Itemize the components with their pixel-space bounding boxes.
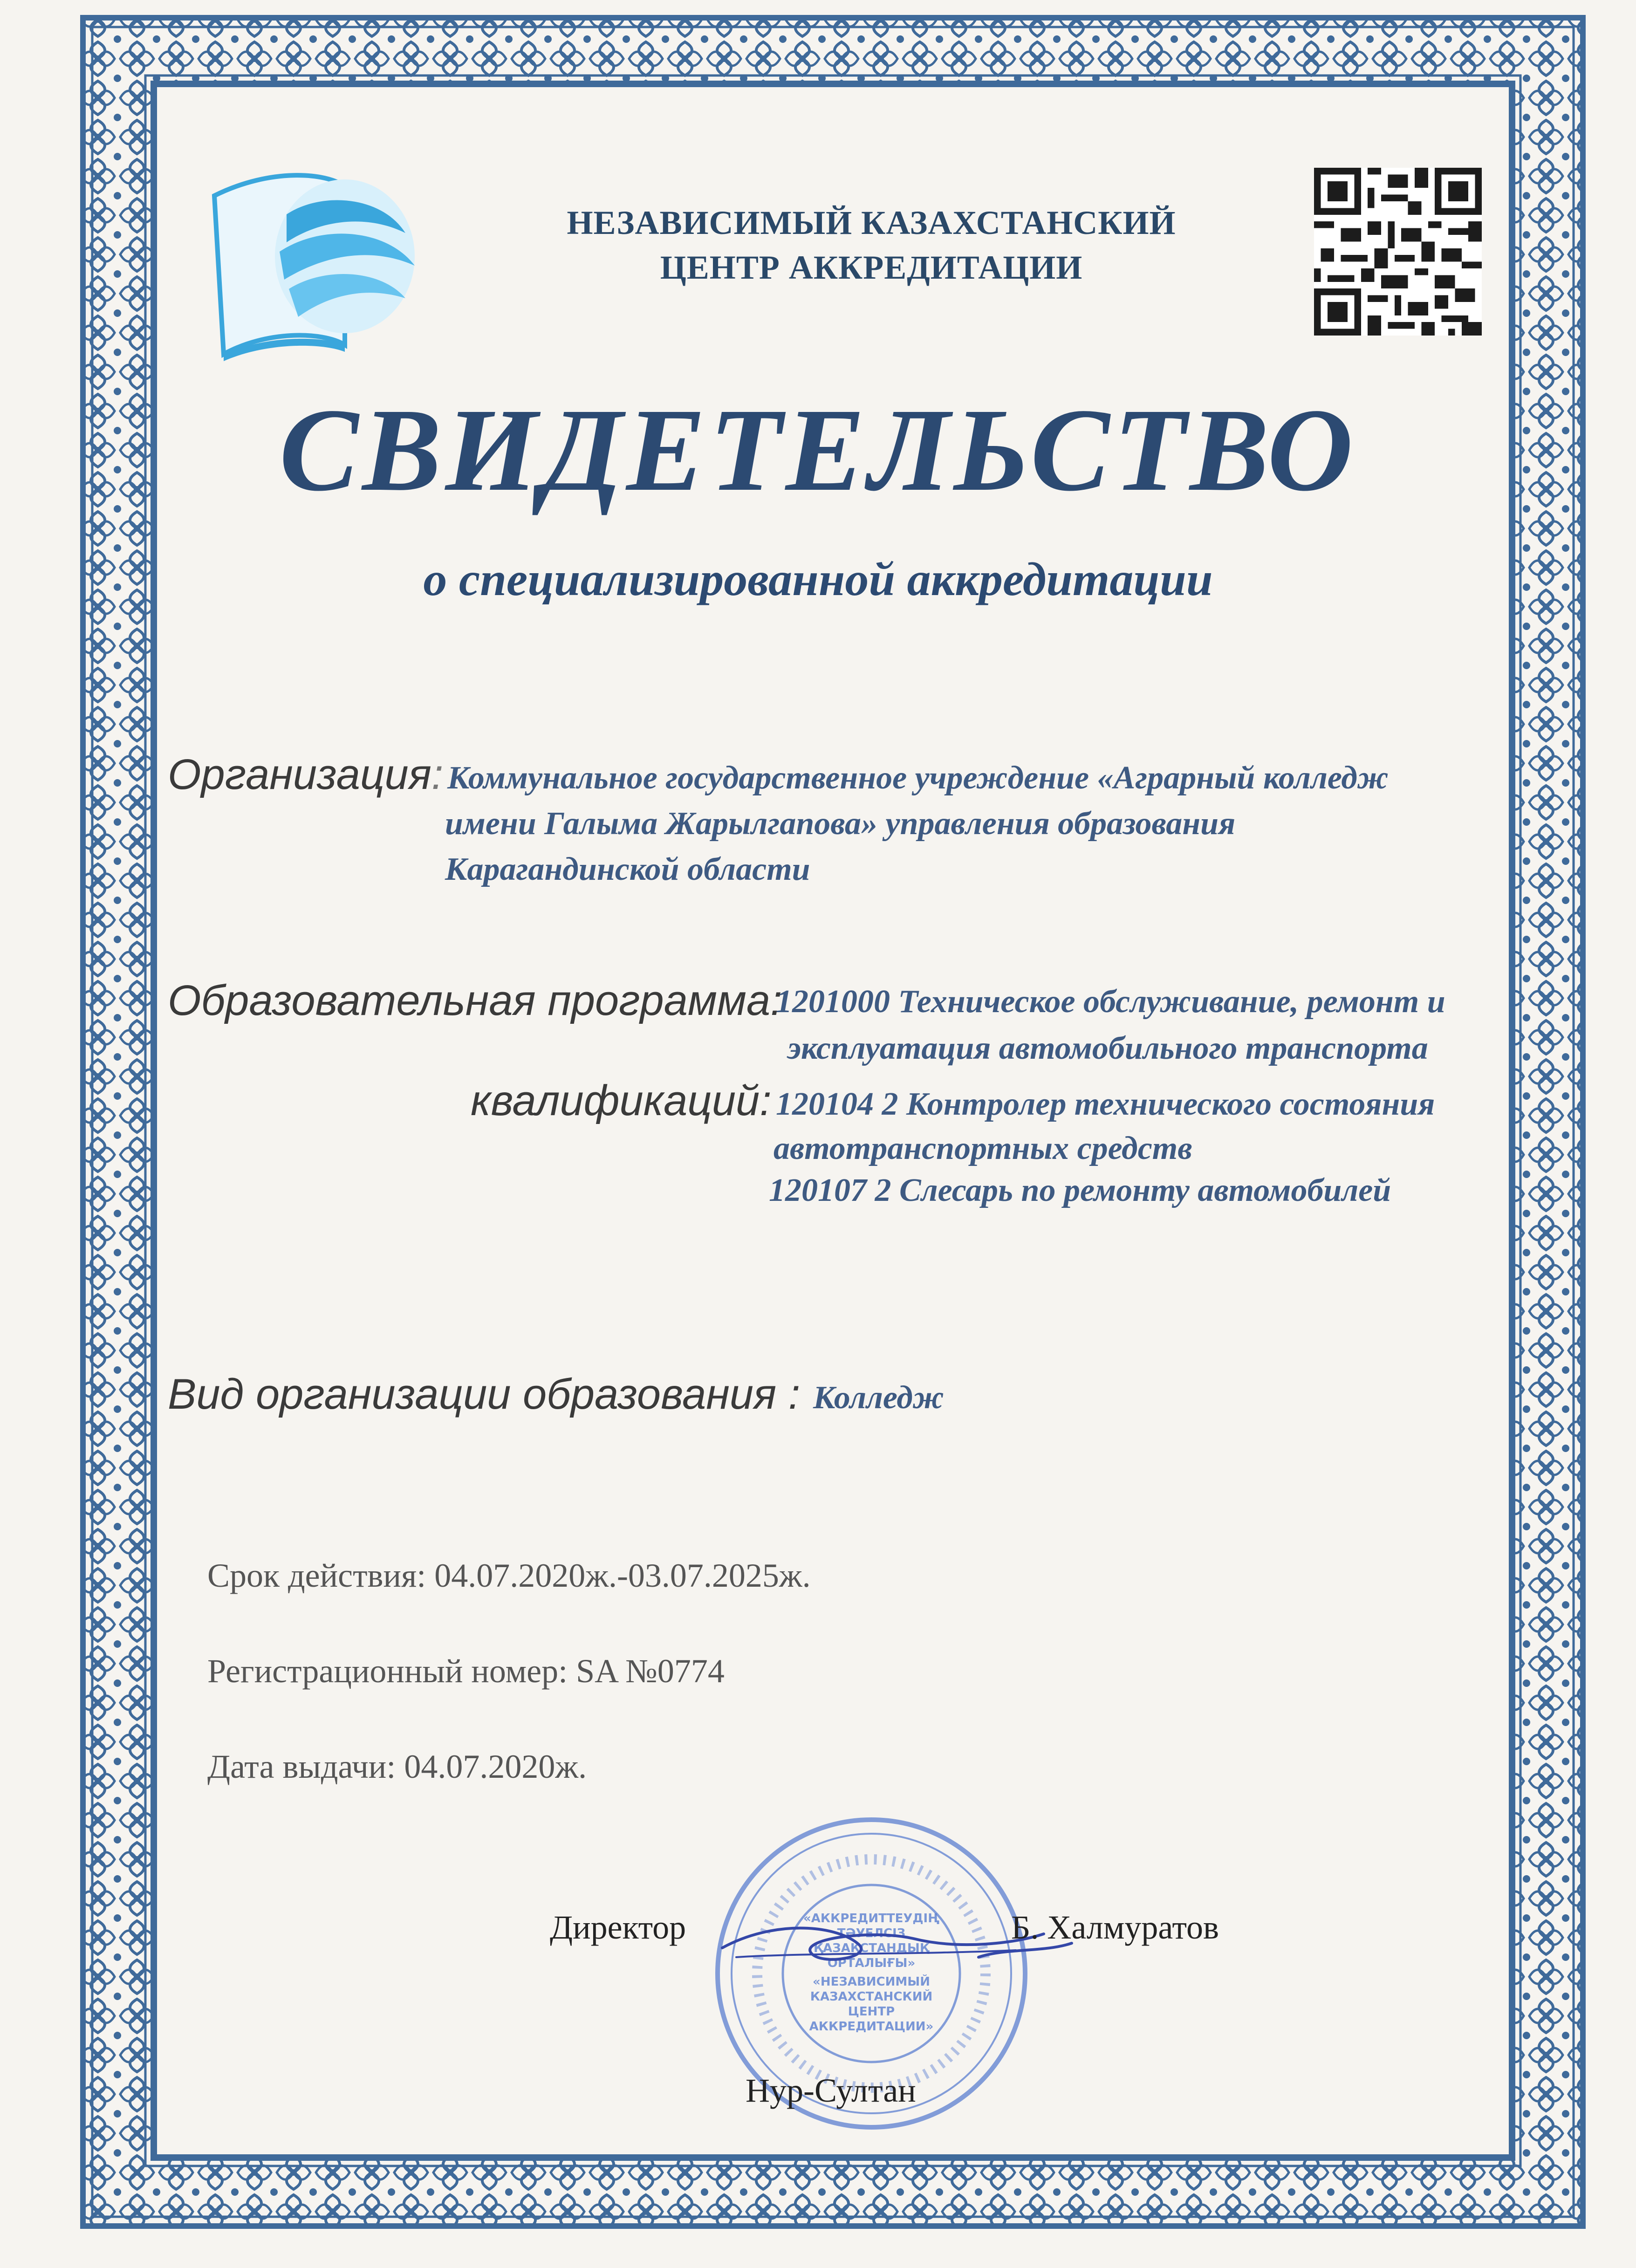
certificate-subtitle: о специализированной аккредитации: [423, 553, 1213, 606]
organization-label: Организация:: [168, 751, 444, 798]
program-line-2: эксплуатация автомобильного транспорта: [787, 1030, 1428, 1066]
globe-book-logo: [205, 140, 419, 363]
organization-line-1: Коммунальное государственное учреждение «Аграрный колледж: [447, 760, 1389, 796]
qualification-line-2: автотранспортных средств: [774, 1131, 1192, 1166]
organization-line-2: имени Галыма Жарылгапова» управления образования: [445, 806, 1236, 842]
organization-line-3: Карагандинской области: [445, 851, 810, 887]
program-label: Образовательная программа:: [168, 977, 782, 1024]
stamp-center-line-7: ЦЕНТР: [848, 2005, 895, 2019]
qualification-line-3: 120107 2 Слесарь по ремонту автомобилей: [769, 1172, 1391, 1208]
program-line-1: 1201000 Техническое обслуживание, ремонт и: [776, 984, 1445, 1020]
stamp-center-line-2: ТӘУЕЛСІЗ: [837, 1926, 906, 1940]
signatory-role: Директор: [550, 1909, 686, 1946]
registration-number: Регистрационный номер: SA №0774: [207, 1652, 725, 1690]
issuer-name-line2: ЦЕНТР АККРЕДИТАЦИИ: [660, 249, 1083, 286]
issuer-name: [475, 200, 1267, 290]
qualifications-label: квалификаций:: [471, 1077, 772, 1124]
qualification-line-1: 120104 2 Контролер технического состояния: [776, 1086, 1435, 1122]
certificate-title: СВИДЕТЕЛЬСТВО: [279, 384, 1357, 516]
stamp-center-line-3: ҚАЗАҚСТАНДЫҚ: [814, 1941, 929, 1955]
qr-code: [1314, 168, 1482, 336]
org-type-label: Вид организации образования :: [168, 1370, 801, 1418]
signatory-name: Б. Халмуратов: [1011, 1909, 1219, 1946]
stamp-center-line-8: АККРЕДИТАЦИИ»: [809, 2020, 934, 2034]
org-type-value: Колледж: [813, 1380, 944, 1416]
stamp-center-line-5: «НЕЗАВИСИМЫЙ: [813, 1975, 930, 1989]
validity-period: Срок действия: 04.07.2020ж.-03.07.2025ж.: [207, 1557, 811, 1594]
stamp-center-line-6: КАЗАХСТАНСКИЙ: [810, 1990, 933, 2004]
issue-date: Дата выдачи: 04.07.2020ж.: [207, 1748, 587, 1785]
city-name: Нур-Султан: [746, 2072, 916, 2109]
issuer-name-line1: НЕЗАВИСИМЫЙ КАЗАХСТАНСКИЙ: [567, 204, 1176, 241]
stamp-center-line-1: «АККРЕДИТТЕУДІҢ: [803, 1912, 940, 1925]
stamp-center-line-4: ОРТАЛЫҒЫ»: [827, 1956, 916, 1970]
